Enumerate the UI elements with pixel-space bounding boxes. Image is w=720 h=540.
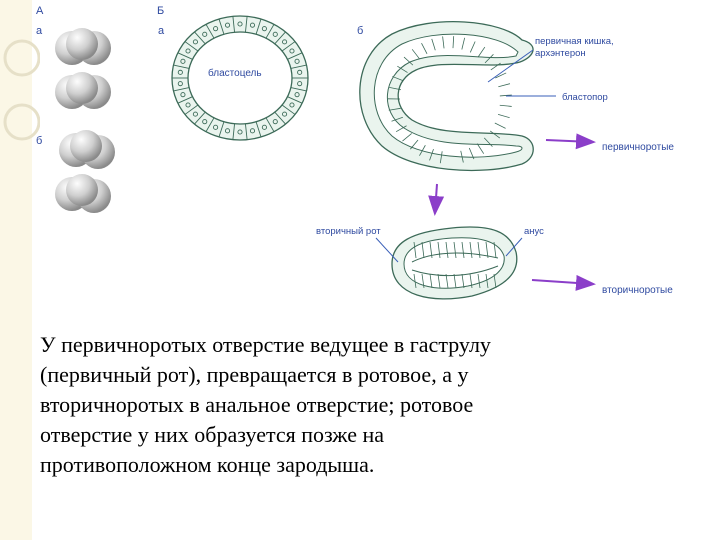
cell-ball <box>66 174 98 206</box>
embryo-figure <box>32 0 720 318</box>
cell-wall <box>498 114 510 117</box>
panel-a-letter: A <box>36 5 44 17</box>
deuterostome-embryo <box>392 227 517 299</box>
panel-b-row-a: а <box>158 25 165 37</box>
panel-a-row-a: а <box>36 25 43 37</box>
cell-wall <box>498 84 510 87</box>
cell-wall <box>495 123 506 128</box>
cell-wall <box>500 105 512 106</box>
blastula <box>172 16 308 140</box>
panel-b-letter: Б <box>157 5 165 17</box>
cell-ball <box>66 28 98 60</box>
archenteron-label-line2: архэнтерон <box>535 48 586 59</box>
deuterostome-arrow <box>532 280 592 284</box>
cleavage-spiral <box>55 130 115 213</box>
secondary-mouth-label: вторичный рот <box>316 226 381 237</box>
protostome-arrow <box>546 140 592 142</box>
cleavage-radial <box>55 28 111 109</box>
archenteron-label-line1: первичная кишка, <box>535 36 614 47</box>
down-arrow <box>435 184 437 212</box>
blastocoel-label: бластоцель <box>208 68 262 79</box>
deuterostomes-label: вторичноротые <box>602 285 673 296</box>
panel-b-row-b: б <box>357 25 364 37</box>
caption-text: У первичноротых отверстие ведущее в гаструлу (первичный рот), превращается в ротовое, а у вторичноротых в анальное отверстие; ротовое отверстие у них образуется позже на противоположном конце зародыша. <box>40 332 491 477</box>
cell-ball <box>66 72 98 104</box>
blastopore-label: бластопор <box>562 92 608 103</box>
panel-a-row-b: б <box>36 135 43 147</box>
embryo-diagram <box>32 0 720 318</box>
cell-ball <box>70 130 102 162</box>
protostomes-label: первичноротые <box>602 142 674 153</box>
anus-label: анус <box>524 226 544 237</box>
secondary-mouth-pointer <box>376 238 398 262</box>
